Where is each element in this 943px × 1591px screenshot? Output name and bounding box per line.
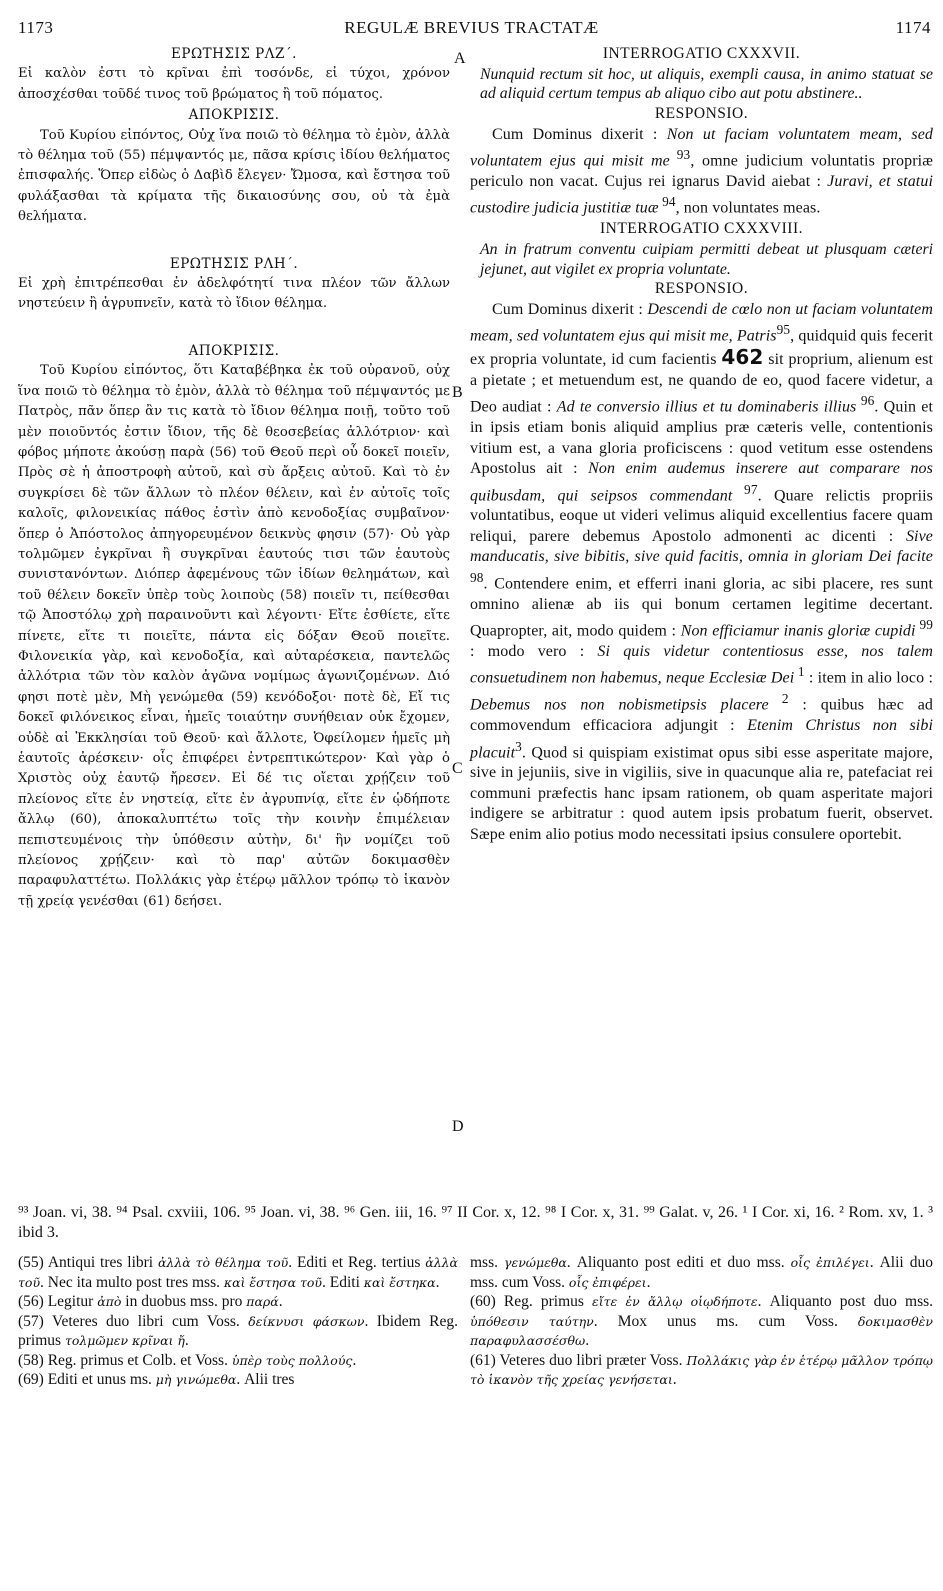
footnote: (69) Editi et unus ms. μὴ γινώμεθα. Alii tres bbox=[18, 1371, 295, 1388]
greek-question-138: Εἰ χρὴ ἐπιτρέπεσθαι ἐν ἀδελφότητί τινα πλέον τῶν ἄλλων νηστεύειν ἢ ἀγρυπνεῖν, κατὰ τὸ ἴδιον θέλημα. bbox=[18, 276, 450, 312]
greek-question-137: Εἰ καλὸν ἐστι τὸ κρῖναι ἐπὶ τοσόνδε, εἰ τύχοι, χρόνον ἀποσχέσθαι τοῦδέ τινος τοῦ βρώματος ἢ τοῦ πόματος. bbox=[18, 66, 450, 102]
latin-question-138: An in fratrum conventu cuipiam permitti debeat ut plusquam cæteri jejunet, aut vigilet ex propria voluntate. bbox=[480, 240, 933, 278]
footnote: (55) Antiqui tres libri ἀλλὰ τὸ θέλημα τοῦ. Editi et Reg. tertius ἀλλὰ τοῦ. Nec ita multo post tres mss. καὶ ἔστησα τοῦ. Editi καὶ ἔστηκα. bbox=[18, 1254, 458, 1291]
column-number: 462 bbox=[721, 345, 764, 370]
greek-column bbox=[18, 44, 450, 912]
latin-question-138-title: INTERROGATIO CXXXVIII. bbox=[599, 220, 803, 238]
margin-letter-c: C bbox=[452, 760, 463, 777]
latin-answer-138: Cum Dominus dixerit : Descendi de cœlo non ut faciam voluntatem meam, sed voluntatem ejus qui misit me, Patris$^{95}$, quidquid quis fecerit ex propria voluntate, id cum facientis 462 sit proprium, alienum est a pietate ; et metuendum est, ne quando de eo, quod facere videtur, a Deo audiat : Ad te conversio illius et tu dominaberis illius $^{96}$. Quin et in ipsis etiam bonis aliquid amplius præ cæteris velle, contentionis vitium est, a vana gloria proficiscens : quod vetitum esse ostendens Apostolus ait : Non enim audemus inserere aut comparare nos quibusdam, qui seipsos commendant $^{97}$. Quare relictis propriis voluntatibus, eoque ut videri velimus aliquid excellentius facere quam reliqui, parere debemus Apostolo admonenti ac dicenti : Sive manducatis, sive bibitis, sive quid facitis, omnia in gloriam Dei facite $^{98}$. Contendere enim, et efferri inani gloria, ac sibi placere, res sunt omnino alienæ ab iis qui bonum certamen legitime decertant. Quapropter, ait, modo quidem : Non efficiamur inanis gloriæ cupidi $^{99}$ : modo vero : Si quis videtur contentiosus esse, nos talem consuetudinem non habemus, neque Ecclesiæ Dei $^1$ : item in alio loco : Debemus nos non nobismetipsis placere $^2$ : quibus hæc ad commovendum efficaciora adjungit : Etenim Christus non sibi placuit$^3$. Quod si quispiam existimat opus sibi esse asperitate majore, sive in jejuniis, sive in vigiliis, sive in quacunque alia re, patefaciat rei communi præfectis hanc ipsam rationem, ob quam asperitate majori indigere se arbitratur : quod autem ipsis probatum fuerit, observet. Sæpe enim alio potius modo necessitati ipsius consulere oportebit. bbox=[470, 300, 934, 843]
latin-column bbox=[470, 44, 933, 845]
footnote: (58) Reg. primus et Colb. et Voss. ὑπὲρ τοὺς πολλούς. bbox=[18, 1351, 357, 1369]
left-page-number: 1173 bbox=[18, 18, 54, 37]
margin-letter-d: D bbox=[452, 1118, 464, 1135]
right-page-number: 1174 bbox=[895, 18, 931, 37]
latin-answer-138-title: RESPONSIO. bbox=[654, 280, 749, 298]
footnote: (60) Reg. primus εἴτε ἐν ἄλλῳ οἱῳδήποτε. Aliquanto post duo mss. ὑπόθεσιν ταύτην. Mox unus ms. cum Voss. δοκιμασθὲν παραφυλασσέσθω. bbox=[470, 1293, 934, 1349]
scripture-references: ⁹³ Joan. vi, 38. ⁹⁴ Psal. cxviii, 106. ⁹⁵ Joan. vi, 38. ⁹⁶ Gen. iii, 16. ⁹⁷ II Cor. x, 12. ⁹⁸ I Cor. x, 31. ⁹⁹ Galat. v, 26. ¹ I Cor. xi, 16. ² Rom. xv, 1. ³ ibid 3. bbox=[18, 1204, 933, 1241]
latin-answer-137: Cum Dominus dixerit : Non ut faciam voluntatem meam, sed voluntatem ejus qui misit me $^{93}$, omne judicium voluntatis propriæ periculo non vacat. Cujus rei ignarus David aiebat : Juravi, et statui custodire judicia justitiæ tuæ $^{94}$, non voluntates meas. bbox=[470, 125, 933, 217]
latin-answer-137-title: RESPONSIO. bbox=[654, 105, 749, 123]
notes-left bbox=[18, 1253, 458, 1390]
greek-answer-137-title: ΑΠΟΚΡΙΣΙΣ. bbox=[188, 107, 280, 124]
greek-question-137-title: ΕΡΩΤΗΣΙΣ ΡΛΖ΄. bbox=[171, 46, 297, 62]
latin-question-137-title: INTERROGATIO CXXXVII. bbox=[602, 45, 801, 62]
footnote: (57) Veteres duo libri cum Voss. δείκνυσι φάσκων. Ibidem Reg. primus τολμῶμεν κρῖναι ἤ. bbox=[18, 1312, 459, 1349]
margin-letter-a: A bbox=[454, 50, 466, 67]
latin-question-137: Nunquid rectum sit hoc, ut aliquis, exempli causa, in animo statuat se ad aliquid certum tempus ab aliquo cibo aut potu abstinere.. bbox=[480, 65, 933, 103]
footnote: (56) Legitur ἀπὸ in duobus mss. pro παρά. bbox=[18, 1293, 283, 1310]
running-title: REGULÆ BREVIUS TRACTATÆ bbox=[344, 18, 599, 37]
greek-answer-138-title: ΑΠΟΚΡΙΣΙΣ. bbox=[188, 342, 280, 359]
greek-answer-137: Τοῦ Κυρίου εἰπόντος, Οὐχ ἵνα ποιῶ τὸ θέλημα τὸ ἐμὸν, ἀλλὰ τὸ θέλημα τοῦ (55) πέμψαντός με, πᾶσα κρίσις ἰδίου θελήματος ἐπισφαλής. Ὅπερ εἰδὼς ὁ Δαβὶδ ἔλεγεν· Ὤμοσα, καὶ ἔστησα τοῦ φυλάξασθαι τὰ κρίματα τῆς δικαιοσύνης σου, οὐ τὰ ἐμὰ θελήματα. bbox=[18, 127, 450, 225]
margin-letter-b: B bbox=[452, 384, 463, 401]
greek-answer-138: Τοῦ Κυρίου εἰπόντος, ὅτι Καταβέβηκα ἐκ τοῦ οὐρανοῦ, οὐχ ἵνα ποιῶ τὸ θέλημα τὸ ἐμὸν, ἀλλὰ τὸ θέλημα τοῦ πέμψαντός με Πατρὸς, πᾶν ὅπερ ἂν τις κατὰ τὸ ἴδιον θέλημα ποιῇ, τοῦτο τοῦ μὲν ποιοῦντός ἐστιν ἴδιον, τῆς δὲ θεοσεβείας ἀλλότριον· καὶ φόβος μήποτε ἀκούσῃ παρὰ (56) τοῦ Θεοῦ περὶ οὗ δοκεῖ ποιεῖν, Πρὸς σὲ ἡ ἀποστροφὴ αὐτοῦ, καὶ σὺ ἄρξεις αὐτοῦ. Καὶ τὸ ἐν συγκρίσει δὲ τῶν ἄλλων τὸ πλέον θέλειν, καὶ ἐν αὐτοῖς τοῖς καλοῖς, φιλονεικίας πάθος ἐστὶν ἀπὸ κενοδοξίας συμβαῖνον· ὅπερ ὁ Ἀπόστολος ἀπηγορευμένον δεικνὺς φησιν (57)· Οὐ γὰρ τολμῶμεν ἐγκρῖναι ἢ συγκρῖναι ἑαυτούς τισι τῶν ἑαυτοὺς συνιστανόντων. Διόπερ ἀφεμένους τῶν ἰδίων θελημάτων, καὶ τοῦ θέλειν δοκεῖν ὑπὲρ τοὺς λοιποὺς (58) ποιεῖν τι, πείθεσθαι τῷ Ἀποστόλῳ χρὴ παραινοῦντι καὶ λέγοντι· Εἴτε ἐσθίετε, εἴτε πίνετε, εἴτε τι ποιεῖτε, πάντα εἰς δόξαν Θεοῦ ποιεῖτε. Φιλονεικία γὰρ, καὶ κενοδοξία, καὶ αὐταρέσκεια, παντελῶς ἀλλότρια τῶν τὸν καλὸν ἀγῶνα νομίμως ἀγωνιζομένων. Διό φησι ποτὲ μὲν, Μὴ γενώμεθα (59) κενόδοξοι· ποτὲ δὲ, Εἴ τις δοκεῖ φιλόνεικος εἶναι, ἡμεῖς τοιαύτην συνήθειαν οὐκ ἔχομεν, οὐδὲ αἱ Ἐκκλησίαι τοῦ Θεοῦ· καὶ ἄλλοτε, Ὀφείλομεν ἡμεῖς μὴ ἑαυτοῖς ἀρέσκειν· οἷς ἐπιφέρει ἐντρεπτικώτερον· Καὶ γὰρ ὁ Χριστὸς οὐχ ἑαυτῷ ἤρεσεν. Εἰ δέ τις οἴεται χρῄζειν τοῦ πλείονος εἴτε ἐν νηστείᾳ, εἴτε ἐν ἀγρυπνίᾳ, εἴτε ἐν ᾡδήποτε ἄλλῳ (60), ἀποκαλυπτέτω τοῖς τὴν κοινὴν ἐπιμέλειαν πεπιστευμένοις τὴν ὑπόθεσιν αὐτὴν, δι' ἣν νομίζει τοῦ πλείονος χρῄζειν· καὶ τὸ παρ' αὐτῶν δοκιμασθὲν παραφυλαττέτω. Πολλάκις γὰρ ἑτέρῳ μᾶλλον τρόπῳ τὸ ἱκανὸν τῇ χρείᾳ γενέσθαι (61) δεήσει. bbox=[18, 363, 450, 909]
notes-right bbox=[470, 1253, 933, 1390]
footnote: (61) Veteres duo libri præter Voss. Πολλάκις γὰρ ἐν ἑτέρῳ μᾶλλον τρόπῳ τὸ ἱκανὸν τῆς χρείας γενήσεται. bbox=[470, 1351, 933, 1388]
greek-question-138-title: ΕΡΩΤΗΣΙΣ ΡΛΗ΄. bbox=[169, 255, 299, 272]
footnote: mss. γενώμεθα. Aliquanto post editi et duo mss. οἷς ἐπιλέγει. Alii duo mss. cum Voss. οἷς ἐπιφέρει. bbox=[470, 1254, 933, 1291]
